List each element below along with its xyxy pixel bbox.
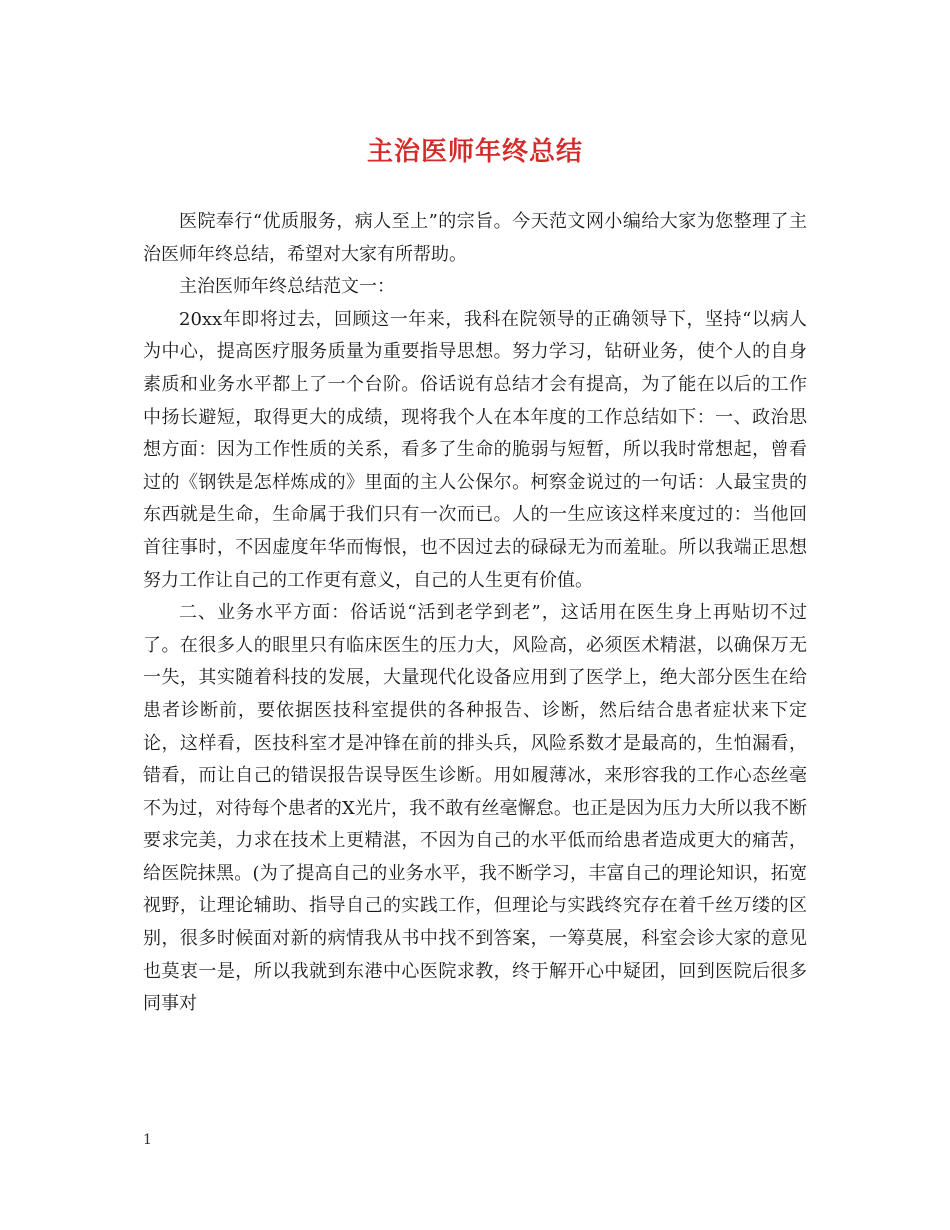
body-paragraph: 20xx年即将过去，回顾这一年来，我科在院领导的正确领导下，坚持“以病人为中心，提高医疗服务质量为重要指导思想。努力学习，钻研业务，使个人的自身素质和业务水平都上了一个台阶。俗话说有总结才会有提高，为了能在以后的工作中扬长避短，取得更大的成绩，现将我个人在本年度的工作总结如下：一、政治思想方面：因为工作性质的关系，看多了生命的脆弱与短暂，所以我时常想起，曾看过的《钢铁是怎样炼成的》里面的主人公保尔。柯察金说过的一句话：人最宝贵的东西就是生命，生命属于我们只有一次而已。人的一生应该这样来度过的：当他回首往事时，不因虚度年华而悔恨，也不因过去的碌碌无为而羞耻。所以我端正思想努力工作让自己的工作更有意义，自己的人生更有价值。	[143, 308, 807, 591]
body-paragraph: 二、业务水平方面：俗话说“活到老学到老”，这话用在医生身上再贴切不过了。在很多人的眼里只有临床医生的压力大，风险高，必须医术精湛，以确保万无一失，其实随着科技的发展，大量现代化设备应用到了医学上，绝大部分医生在给患者诊断前，要依据医技科室提供的各种报告、诊断，然后结合患者症状来下定论，这样看，医技科室才是冲锋在前的排头兵，风险系数才是最高的，生怕漏看，错看，而让自己的错误报告误导医生诊断。用如履薄冰，来形容我的工作心态丝毫不为过，对待每个患者的X光片，我不敢有丝毫懈怠。也正是因为压力大所以我不断要求完美，力求在技术上更精湛，不因为自己的水平低而给患者造成更大的痛苦，给医院抹黑。(为了提高自己的业务水平，我不断学习，丰富自己的理论知识，拓宽视野，让理论辅助、指导自己的实践工作，但理论与实践终究存在着千丝万缕的区别，很多时候面对新的病情我从书中找不到答案，一筹莫展，科室会诊大家的意见也莫衷一是，所以我就到东港中心医院求教，终于解开心中疑团，回到医院后很多同事对	[143, 602, 807, 1015]
document-title: 主治医师年终总结	[366, 137, 583, 167]
document-body	[143, 206, 807, 1021]
page-number: 1	[143, 1132, 152, 1148]
intro-paragraph: 医院奉行“优质服务，病人至上”的宗旨。今天范文网小编给大家为您整理了主治医师年终总结，希望对大家有所帮助。	[143, 211, 807, 265]
section-heading: 主治医师年终总结范文一：	[179, 276, 395, 298]
